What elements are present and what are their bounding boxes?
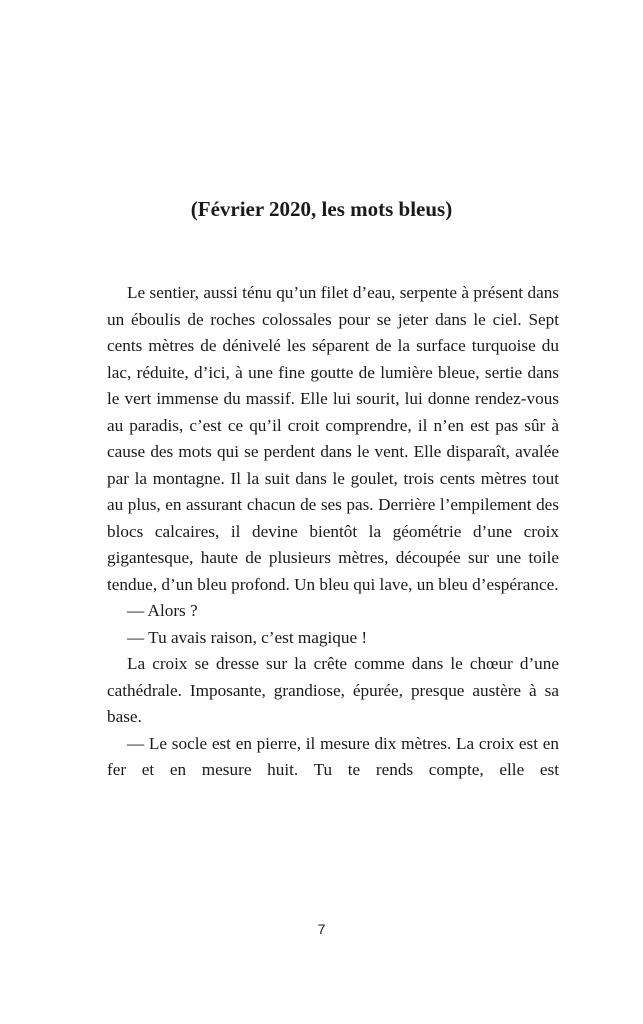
dialogue-line-magique: — Tu avais raison, c’est magique !: [127, 627, 368, 647]
paragraph-croix: La croix se dresse sur la crête comme dans le chœur d’une cathédrale. Imposante, grandiose, épurée, presque austère à sa base.: [107, 654, 559, 726]
chapter-title: (Février 2020, les mots bleus): [190, 197, 453, 221]
paragraph-sentier: Le sentier, aussi ténu qu’un filet d’eau, serpente à présent dans un éboulis de roches colossales pour se jeter dans le ciel. Sept cents mètres de dénivelé les séparent de la surface turquoise du lac, réduite, d’ici, à une fine goutte de lumière bleue, sertie dans le vert immense du massif. Elle lui sourit, lui donne rendez-vous au paradis, c’est ce qu’il croit comprendre, il n’en est pas sûr à cause des mots qui se perdent dans le vent. Elle disparaît, avalée par la montagne. Il la suit dans le goulet, trois cents mètres tout au plus, en assurant chacun de ses pas. Derrière l’empilement des blocs calcaires, il devine bientôt la géométrie d’une croix gigantesque, haute de plusieurs mètres, découpée sur une toile tendue, d’un bleu profond. Un bleu qui lave, un bleu d’espérance.: [107, 283, 559, 594]
body-text: [107, 280, 559, 784]
page-number: 7: [317, 921, 326, 937]
dialogue-line-alors: — Alors ?: [127, 601, 198, 620]
dialogue-line-socle: — Le socle est en pierre, il mesure dix mètres. La croix est en fer et en mesure huit. Tu te rends compte, elle est: [107, 733, 559, 779]
